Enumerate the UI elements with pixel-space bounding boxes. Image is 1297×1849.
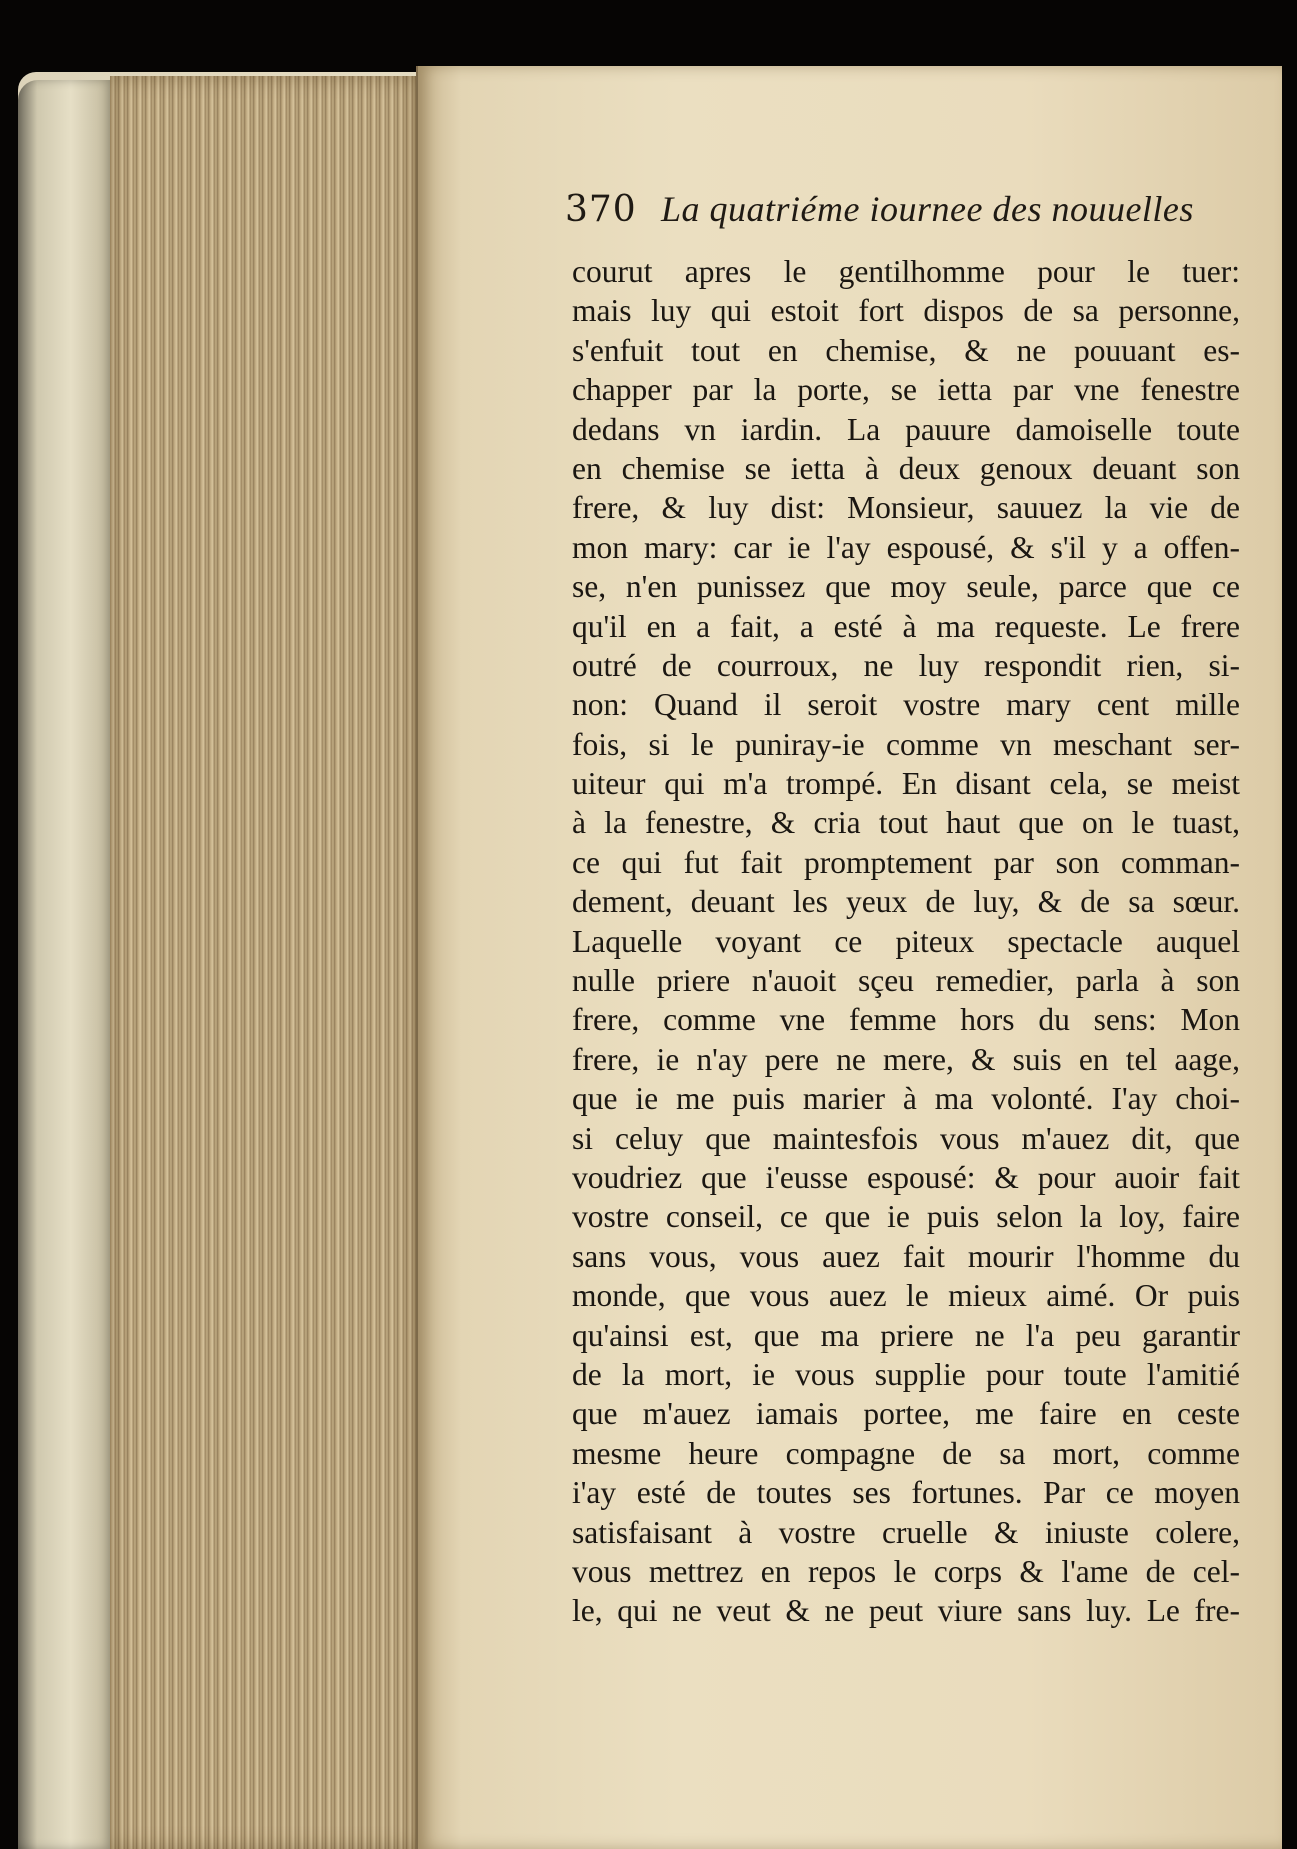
text-line: chapper par la porte, se ietta par vne fenestre — [572, 372, 1240, 408]
page-number: 370 — [565, 189, 637, 230]
text-line: ce qui fut fait promptement par son comman- — [572, 844, 1240, 880]
text-line: vostre conseil, ce que ie puis selon la loy, faire — [572, 1199, 1240, 1235]
text-line: s'enfuit tout en chemise, & ne pouuant es- — [572, 332, 1240, 368]
text-line: si celuy que maintesfois vous m'auez dit, que — [572, 1120, 1240, 1156]
text-line: mais luy qui estoit fort dispos de sa personne, — [572, 293, 1240, 329]
text-line: qu'il en a fait, a esté à ma requeste. Le frere — [572, 608, 1240, 644]
text-line: outré de courroux, ne luy respondit rien, si- — [572, 647, 1240, 683]
page-edges — [110, 76, 416, 1849]
text-line: à la fenestre, & cria tout haut que on le tuast, — [572, 805, 1240, 841]
text-line: de la mort, ie vous supplie pour toute l'amitié — [572, 1356, 1240, 1392]
body-text — [572, 252, 1240, 1631]
text-line: mesme heure compagne de sa mort, comme — [572, 1435, 1240, 1471]
book-spine-edge — [18, 80, 114, 1849]
text-line: Laquelle voyant ce piteux spectacle auquel — [572, 923, 1240, 959]
text-line: sans vous, vous auez fait mourir l'homme du — [572, 1238, 1240, 1274]
text-line: qu'ainsi est, que ma priere ne l'a peu garantir — [572, 1317, 1240, 1353]
text-line: frere, comme vne femme hors du sens: Mon — [572, 1002, 1240, 1038]
text-line: dement, deuant les yeux de luy, & de sa sœur. — [572, 884, 1240, 920]
running-head — [565, 188, 1245, 238]
text-line: courut apres le gentilhomme pour le tuer: — [572, 254, 1240, 289]
text-line: vous mettrez en repos le corps & l'ame de cel- — [572, 1553, 1240, 1589]
text-line: que ie me puis marier à ma volonté. I'ay choi- — [572, 1081, 1240, 1117]
text-line: frere, ie n'ay pere ne mere, & suis en tel aage, — [572, 1041, 1240, 1077]
text-line: se, n'en punissez que moy seule, parce que ce — [572, 569, 1240, 605]
text-line: nulle priere n'auoit sçeu remedier, parla à son — [572, 963, 1240, 999]
text-line: satisfaisant à vostre cruelle & iniuste colere, — [572, 1514, 1240, 1550]
running-head-title: La quatriéme iournee des nouuelles — [661, 189, 1194, 229]
text-line: mon mary: car ie l'ay espousé, & s'il y a offen- — [572, 529, 1240, 565]
text-line: que m'auez iamais portee, me faire en ceste — [572, 1396, 1240, 1432]
text-line: fois, si le puniray-ie comme vn meschant ser- — [572, 726, 1240, 762]
text-line: non: Quand il seroit vostre mary cent mille — [572, 687, 1240, 723]
text-line: i'ay esté de toutes ses fortunes. Par ce moyen — [572, 1475, 1240, 1511]
text-line: en chemise se ietta à deux genoux deuant son — [572, 450, 1240, 486]
text-line: uiteur qui m'a trompé. En disant cela, se meist — [572, 766, 1240, 802]
text-line: monde, que vous auez le mieux aimé. Or puis — [572, 1278, 1240, 1314]
text-line: voudriez que i'eusse espousé: & pour auoir fait — [572, 1159, 1240, 1195]
text-line: frere, & luy dist: Monsieur, sauuez la vie de — [572, 490, 1240, 526]
text-line: dedans vn iardin. La pauure damoiselle toute — [572, 411, 1240, 447]
text-line: le, qui ne veut & ne peut viure sans luy. Le fre- — [572, 1593, 1240, 1629]
